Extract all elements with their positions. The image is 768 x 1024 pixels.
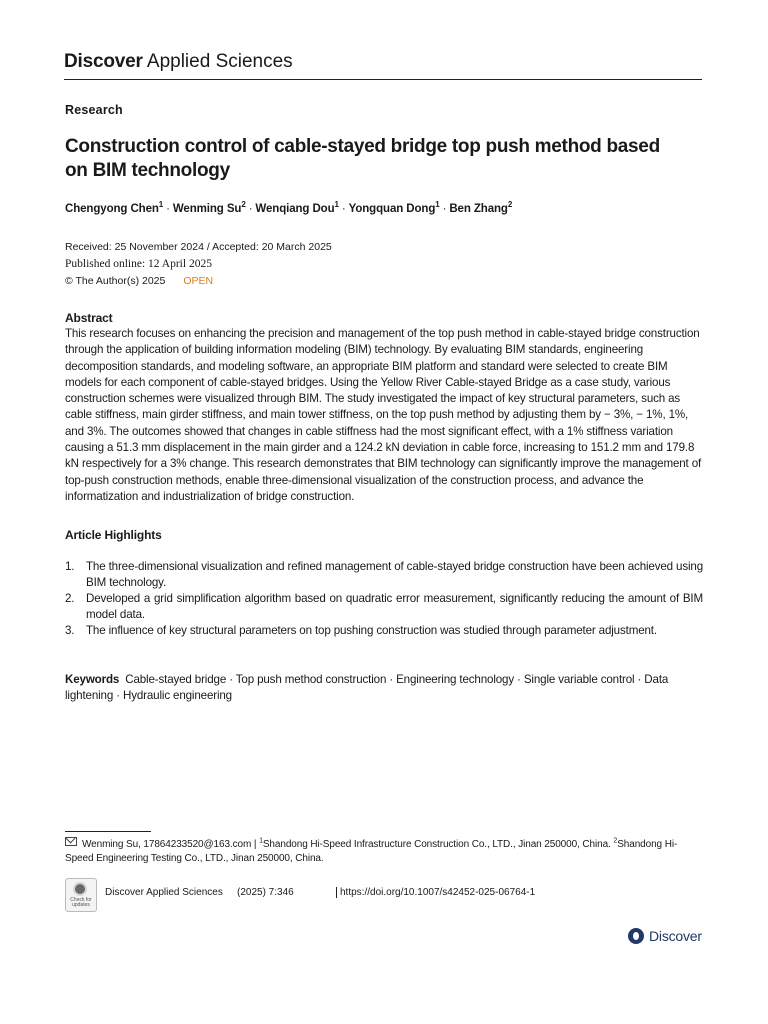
journal-brand: Discover [64,51,143,72]
check-for-updates-badge[interactable] [65,878,97,912]
article-highlights [65,527,703,639]
open-access-badge: OPEN [183,275,214,287]
list-item-text: The three-dimensional visualization and refined management of cable-stayed bridge construction have been achieved using BIM technology. [86,560,703,589]
author-separator: · [248,203,253,215]
author-affiliation: 1 [158,200,164,210]
author-name[interactable]: Chengyong Chen [65,203,159,215]
copyright-line [65,273,332,290]
abstract-section [65,310,703,505]
affiliation-number: 2 [613,837,618,845]
list-item-text: Developed a grid simplification algorithm based on quadratic error measurement, significantly reducing the amount of BIM model data. [86,592,703,621]
affiliation-text: Shandong Hi-Speed Engineering Testing Co., LTD., Jinan 250000, China. [65,839,678,864]
doi-link[interactable]: https://doi.org/10.1007/s42452-025-06764-1 [336,887,535,898]
author-affiliation: 1 [334,200,339,210]
highlights-heading: Article Highlights [65,528,162,542]
author-affiliation: 2 [507,200,513,210]
abstract-text: This research focuses on enhancing the precision and management of the top push method in cable-stayed bridge construction through the application of building information modeling (BIM) technology. By evaluating BIM standards, engineering decomposition standards, and modeling software, an appropriate BIM platform and standard were selected to create BIM models for each component of cable-stayed bridges. Using the Yellow River Cable-stayed Bridge as a case study, various construction schemes were visualized through BIM. The study investigated the impact of key structural parameters, such as cable stiffness, main girder stiffness, and main tower stiffness, on the top push method by adjusting them by − 3%, − 1%, 1%, and 3%. The outcomes showed that changes in cable stiffness had the most significant effect, with a 1% stiffness variation causing a 51.3 mm displacement in the main girder and a 124.2 kN deviation in cable force, increasing to 151.2 mm and 179.8 kN respectively for a 3% change. This research demonstrates that BIM technology can significantly improve the management of top-push construction methods, enable three-dimensional visualization of the construction process, and advance the informatization and industrialization of bridge construction. [65,327,702,503]
envelope-icon [65,837,77,846]
correspondence-text[interactable]: Wenming Su, 17864233520@163.com | [82,839,260,850]
list-item-number: 2. [65,592,75,605]
article-title: Construction control of cable-stayed bridge top push method based on BIM technology [65,136,660,181]
footer-citation: (2025) 7:346 [237,887,294,898]
copyright-text: © The Author(s) 2025 [65,275,166,287]
discover-logo-icon [628,928,644,944]
affiliation-number: 1 [259,837,263,845]
author-name[interactable]: Wenming Su [172,203,242,215]
keywords-section [65,672,703,705]
author-separator: · [442,203,447,215]
list-item-number: 1. [65,560,75,573]
publication-dates [65,239,332,290]
list-item [65,623,703,639]
received-accepted-date: Received: 25 November 2024 / Accepted: 20 March 2025 [65,241,332,253]
journal-name [64,49,702,75]
footer-journal: Discover Applied Sciences [105,887,223,898]
journal-subtitle: Applied Sciences [146,51,293,72]
list-item-number: 3. [65,624,75,637]
author-separator: · [341,203,346,215]
publisher-logo [628,928,702,944]
list-item [65,591,703,623]
author-list [65,200,513,215]
abstract-heading: Abstract [65,311,113,325]
update-check-icon [73,882,87,896]
keywords-label: Keywords [65,673,120,686]
affiliation-text: Shandong Hi-Speed Infrastructure Construction Co., LTD., Jinan 250000, China. [262,839,614,850]
author-name[interactable]: Wenqiang Dou [255,203,335,215]
author-name[interactable]: Ben Zhang [449,203,508,215]
journal-header [64,49,702,80]
list-item-text: The influence of key structural parameters on top pushing construction was studied through parameter adjustment. [86,624,657,637]
published-date: Published online: 12 April 2025 [65,258,212,270]
highlights-list [65,559,703,639]
article-type: Research [65,103,123,117]
author-name[interactable]: Yongquan Dong [348,203,436,215]
keywords-text: Cable-stayed bridge · Top push method construction · Engineering technology · Single variable control · Data lightening · Hydraulic engineering [65,673,669,703]
badge-label: Check for updates [70,897,92,908]
author-separator: · [166,203,170,215]
author-affiliation: 2 [241,200,246,210]
correspondence-footnote [65,837,705,866]
publisher-logo-text: Discover [649,928,702,944]
footnote-divider [65,831,151,832]
list-item [65,559,703,591]
author-affiliation: 1 [435,200,440,210]
